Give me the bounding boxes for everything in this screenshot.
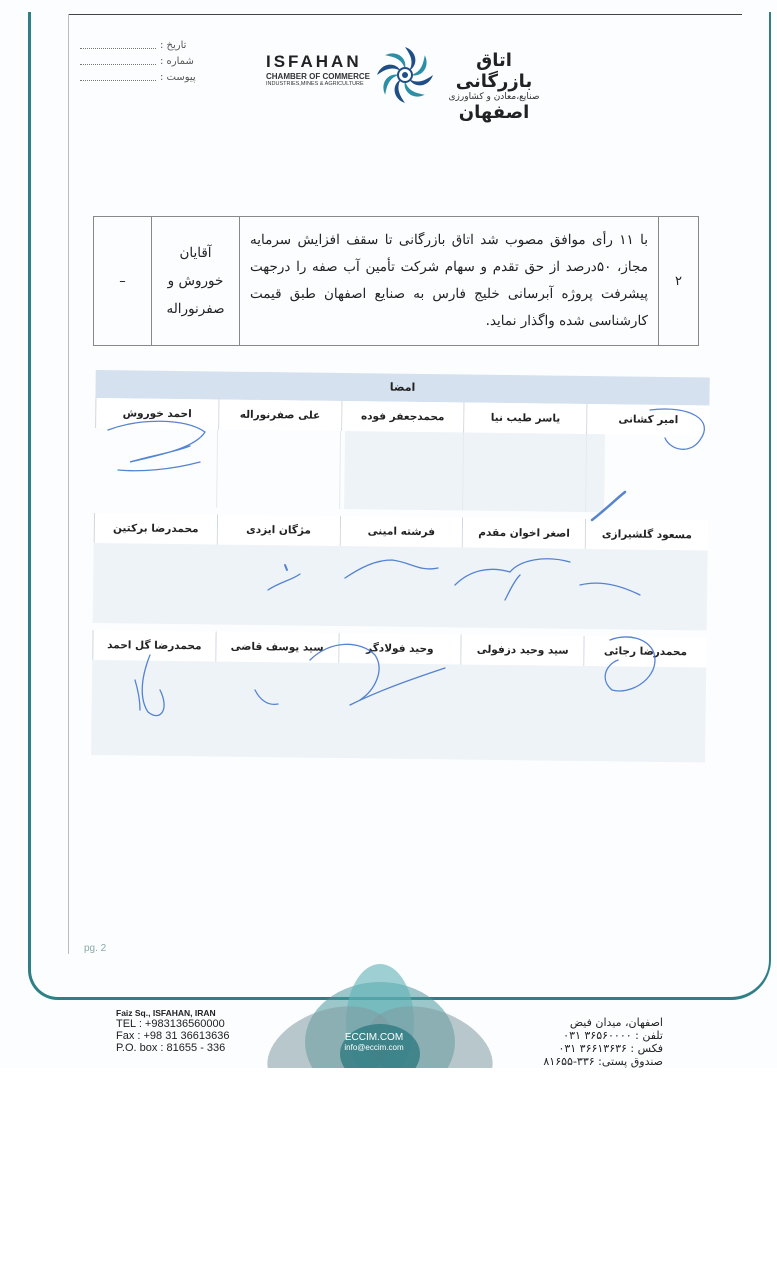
- signatory-name: اصغر اخوان مقدم: [462, 517, 585, 548]
- signature-ink: [580, 583, 640, 595]
- signatory-name: احمد خوروش: [95, 398, 218, 429]
- signatory-name: یاسر طیب نیا: [463, 402, 586, 433]
- footer-tel: TEL : +983136560000: [116, 1018, 225, 1030]
- signatory-name: محمدرضا گل احمد: [92, 630, 215, 661]
- signatures-header: امضا: [95, 370, 709, 405]
- resolution-opposition: –: [94, 217, 152, 346]
- signature-ink: [310, 644, 379, 700]
- footer-fa-tel: تلفن : ۳۶۵۶۰۰۰۰ ۰۳۱: [563, 1029, 663, 1042]
- signature-ink: [505, 575, 520, 600]
- resolution-number: ۲: [659, 217, 699, 346]
- signatory-name: مژگان ایزدی: [216, 514, 339, 545]
- signatory-name: علی صفرنوراله: [218, 399, 341, 430]
- signatory-name: سید یوسف قاضی: [215, 631, 338, 662]
- names-line2: خوروش و: [167, 273, 224, 289]
- logo-fa-line3: اصفهان: [458, 102, 530, 123]
- signatory-name: امیر کشانی: [586, 404, 709, 435]
- logo-en-line1: CHAMBER OF COMMERCE: [266, 72, 370, 81]
- signature-ink: [605, 637, 655, 691]
- signature-ink: [118, 462, 200, 471]
- footer-fa-pobox: صندوق پستی: ۳۳۶-۸۱۶۵۵: [543, 1055, 663, 1068]
- signature-ink: [285, 565, 287, 570]
- footer-fax: Fax : +98 31 36613636: [116, 1030, 230, 1042]
- resolution-text: با ۱۱ رأی موافق مصوب شد اتاق بازرگانی تا سقف افزایش سرمایه مجاز، ۵۰درصد از حق تقدم و سهام شرکت تأمین آب صفه را درجهت پیشرفت پروژه آبرسانی خلیج فارس به صنایع اصفهان طبق قیمت کارشناسی شده واگذار نماید.: [240, 217, 659, 346]
- footer-english-address: [116, 1008, 229, 1054]
- page-number: pg. 2: [84, 943, 107, 954]
- footer-persian-address: [518, 1016, 663, 1068]
- signatory-name: وحید فولادگر: [338, 633, 461, 664]
- logo-fa-line2: صنایع،معادن و کشاورزی: [448, 92, 540, 102]
- footer-website: ECCIM.COM: [344, 1032, 404, 1043]
- signature-ink: [108, 421, 205, 462]
- footer-en-title: Faiz Sq., ISFAHAN, IRAN: [116, 1008, 216, 1018]
- footer-pobox: P.O. box : 81655 - 336: [116, 1042, 226, 1054]
- signature-ink: [255, 690, 278, 704]
- date-label: تاریخ :: [160, 40, 187, 51]
- signatory-name: سید وحید دزفولی: [461, 634, 584, 665]
- signature-ink: [135, 680, 140, 710]
- signature-ink: [592, 492, 625, 520]
- attachment-label: پیوست :: [160, 72, 196, 83]
- names-line1: آقایان: [179, 245, 212, 261]
- names-line3: صفرنوراله: [166, 301, 225, 317]
- signatory-name: محمدرضا رجائی: [583, 636, 706, 667]
- number-label: شماره :: [160, 56, 194, 67]
- signatory-name: فرشته امینی: [339, 516, 462, 547]
- footer-email: info@eccim.com: [344, 1043, 404, 1052]
- logo-en-name: ISFAHAN: [266, 52, 362, 71]
- logo-fa-line1: اتاق بازرگانی: [455, 50, 533, 92]
- signature-ink: [350, 668, 445, 705]
- signature-ink: [142, 655, 164, 716]
- signatory-name: محمدرضا برکتین: [94, 513, 217, 544]
- footer-fa-fax: فکس : ۳۶۶۱۳۶۳۶ ۰۳۱: [558, 1042, 663, 1055]
- signature-ink: [650, 409, 704, 449]
- logo-en-line2: INDUSTRIES,MINES & AGRICULTURE: [266, 81, 364, 87]
- footer-web: [336, 1032, 412, 1052]
- signatory-name: مسعود گلشیرازی: [585, 519, 708, 550]
- footer-lotus-icon: [250, 962, 510, 1068]
- signature-ink: [345, 560, 438, 578]
- signature-ink: [268, 574, 300, 590]
- signatory-name: محمدجعفر فوده: [341, 401, 464, 432]
- footer-fa-address: اصفهان، میدان فیض: [569, 1016, 663, 1029]
- signature-ink: [455, 559, 570, 585]
